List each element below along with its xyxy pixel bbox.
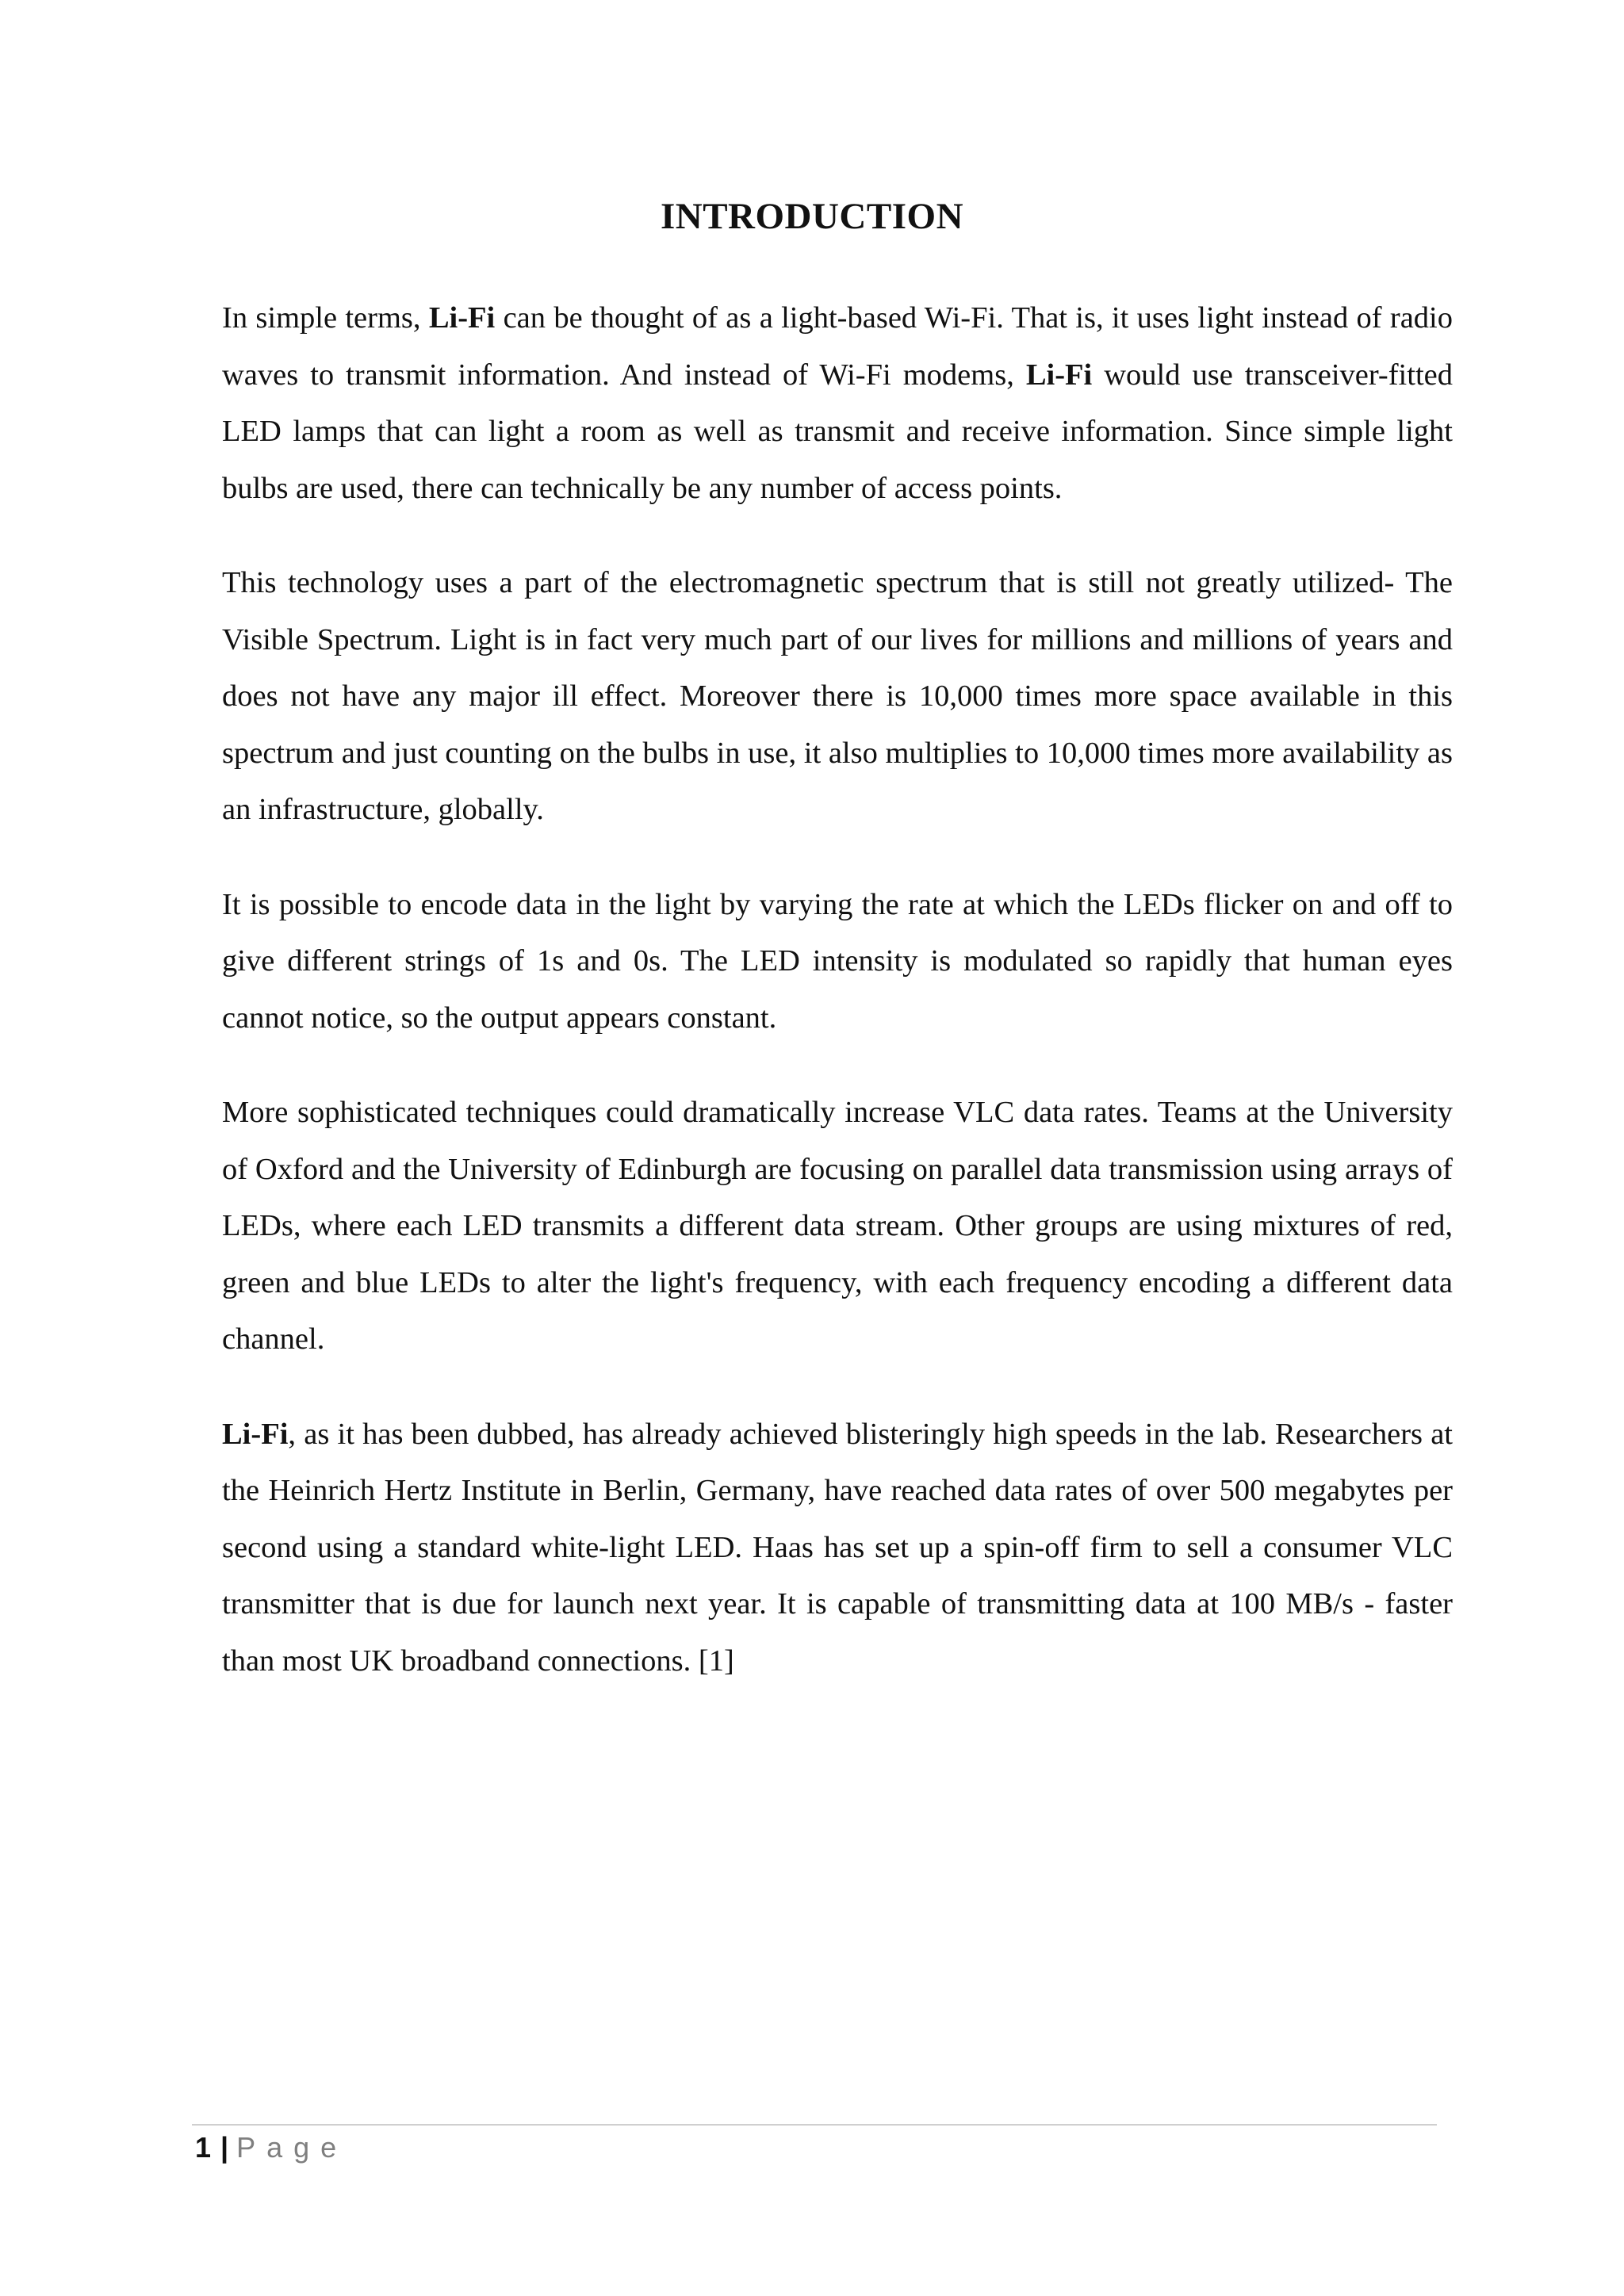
term-li-fi: Li-Fi (222, 1417, 289, 1451)
page-label: Page (236, 2131, 348, 2164)
paragraph-3 (222, 877, 1453, 1047)
text-segment: can be thought of as a light-based Wi-Fi. That is, it uses light instead of radio waves to transmit information. And instead of Wi-Fi modems, (222, 301, 1453, 392)
text-segment: This technology uses a part of the electromagnetic spectrum that is still not greatly utilized- The Visible Spectrum. Light is in fact very much part of our lives for millions and millions of years and does not have any major ill effect. Moreover there is 10,000 times more space available in this spectrum and just counting on the bulbs in use, it also multiplies to 10,000 times more availability as an infrastructure, globally. (222, 566, 1453, 826)
text-segment: In simple terms, (222, 301, 429, 335)
paragraph-4 (222, 1085, 1453, 1368)
page-number: 1 (195, 2131, 212, 2164)
paragraph-2 (222, 555, 1453, 839)
footer-divider (192, 2124, 1437, 2126)
page-title: INTRODUCTION (660, 196, 964, 237)
text-segment: would use transceiver-fitted LED lamps that can light a room as well as transmit and receive information. Since simple light bulbs are used, there can technically be any number of access points. (222, 358, 1453, 505)
body-text (222, 290, 1453, 1728)
term-li-fi: Li-Fi (1025, 358, 1093, 392)
footer-separator: | (220, 2131, 229, 2164)
text-segment: It is possible to encode data in the light by varying the rate at which the LEDs flicker on and off to give different strings of 1s and 0s. The LED intensity is modulated so rapidly that human eyes cannot notice, so the output appears constant. (222, 887, 1453, 1035)
text-segment: , as it has been dubbed, has already achieved blisteringly high speeds in the lab. Researchers at the Heinrich Hertz Institute in Berlin, Germany, have reached data rates of over 500 megabytes per second using a standard white-light LED. Haas has set up a spin-off firm to sell a consumer VLC transmitter that is due for launch next year. It is capable of transmitting data at 100 MB/s - faster than most UK broadband connections. [1] (222, 1417, 1453, 1678)
paragraph-1 (222, 290, 1453, 517)
page-footer (195, 2130, 347, 2166)
text-segment: More sophisticated techniques could dramatically increase VLC data rates. Teams at the University of Oxford and the University of Edinburgh are focusing on parallel data transmission using arrays of LEDs, where each LED transmits a different data stream. Other groups are using mixtures of red, green and blue LEDs to alter the light's frequency, with each frequency encoding a different data channel. (222, 1096, 1453, 1356)
term-li-fi: Li-Fi (428, 301, 496, 335)
paragraph-5 (222, 1406, 1453, 1690)
